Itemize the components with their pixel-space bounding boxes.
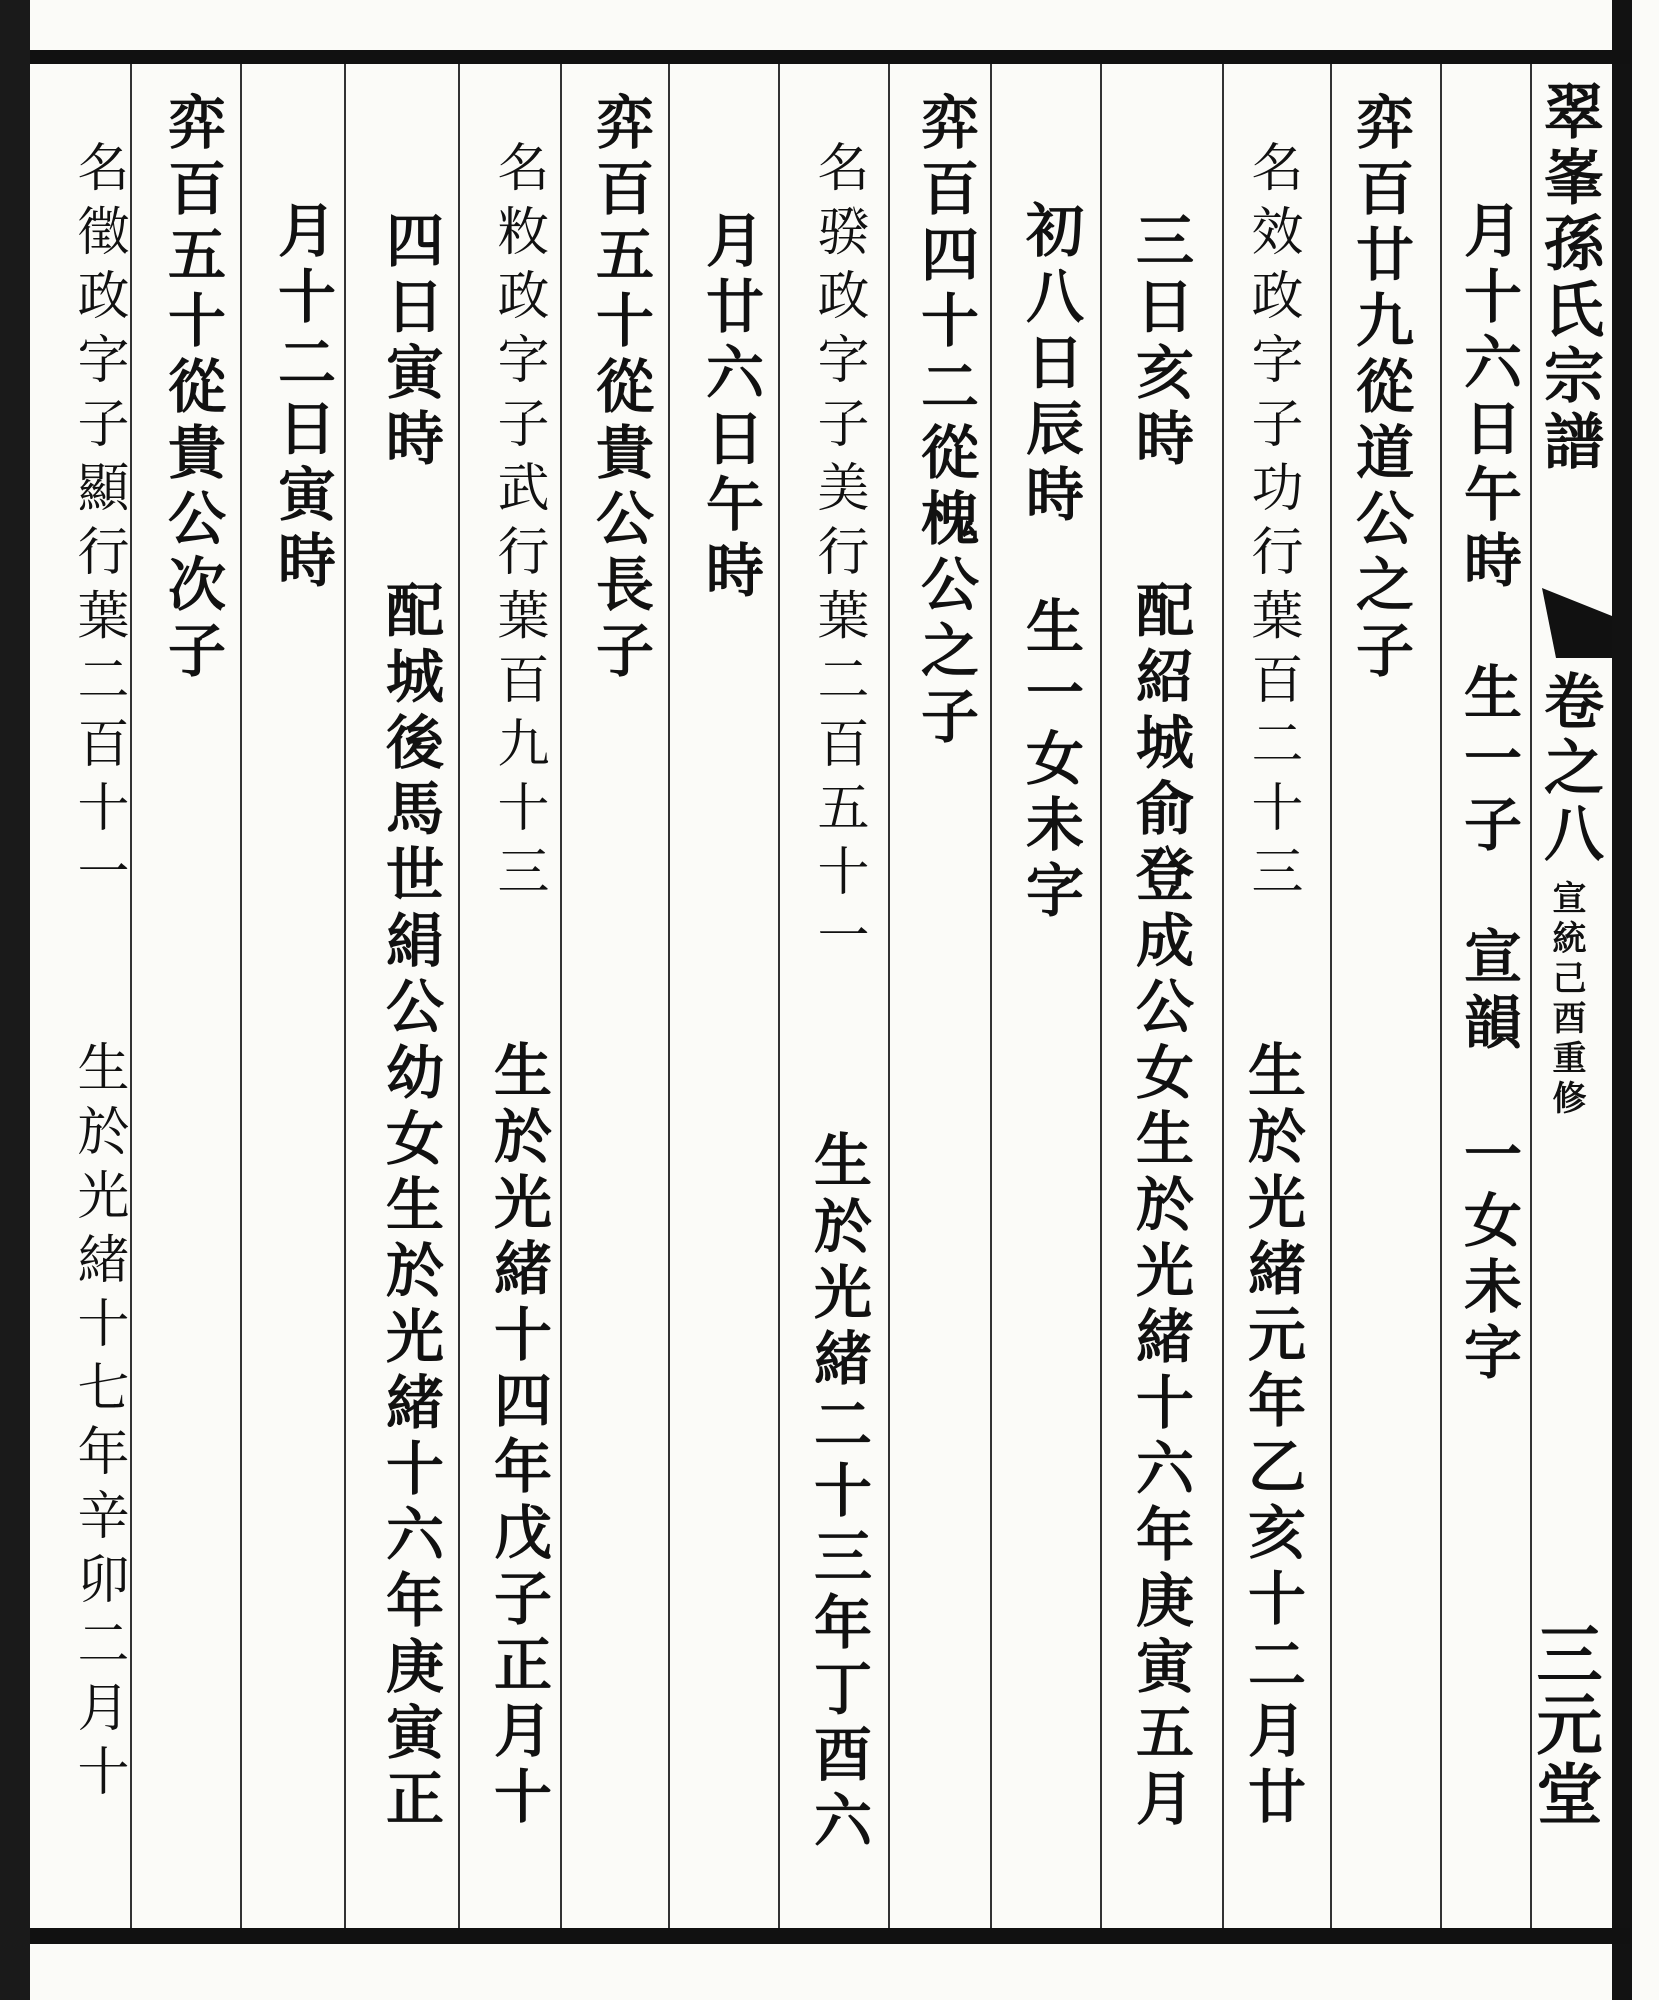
column-divider xyxy=(1100,64,1102,1928)
text-column-11-lower: 配城後馬世絹公幼女生於光緒十六年庚寅正 xyxy=(376,580,444,1834)
text-column-6: 弈百四十二從槐公之子 xyxy=(911,92,979,752)
text-column-7: 名骙政字子美行葉二百五十一 xyxy=(808,140,868,972)
text-column-7-lower: 生於光緒二十三年丁酉六 xyxy=(804,1130,872,1856)
text-column-14-lower: 生於光緒十七年辛卯二月十 xyxy=(68,1040,128,1808)
text-column-11: 四日寅時 xyxy=(376,210,444,474)
text-column-1: 月十六日午時 生一子 宣韻 一女未字 xyxy=(1454,200,1522,1388)
text-column-12: 月十二日寅時 xyxy=(268,200,336,596)
column-divider xyxy=(344,64,346,1928)
text-column-2: 弈百廿九從道公之子 xyxy=(1346,92,1414,686)
text-column-9: 弈百五十從貴公長子 xyxy=(586,92,654,686)
page-edge-left xyxy=(0,0,30,2000)
column-divider xyxy=(458,64,460,1928)
genealogy-title: 翠峯孫氏宗譜 xyxy=(1534,80,1604,476)
text-column-3-lower: 生於光緒元年乙亥十二月廿 xyxy=(1238,1040,1306,1832)
column-divider xyxy=(668,64,670,1928)
fish-tail-mark xyxy=(1542,588,1612,658)
text-column-4-lower: 配紹城俞登成公女生於光緒十六年庚寅五月 xyxy=(1126,580,1194,1834)
column-divider xyxy=(240,64,242,1928)
column-divider xyxy=(1222,64,1224,1928)
volume-label: 卷之八 xyxy=(1534,670,1604,868)
column-divider xyxy=(560,64,562,1928)
page-edge-right xyxy=(1612,0,1632,2000)
bottom-border-rule xyxy=(30,1928,1630,1944)
column-divider xyxy=(990,64,992,1928)
text-column-5: 初八日辰時 生一女未字 xyxy=(1016,200,1084,926)
page-header-band xyxy=(1525,70,1612,1920)
text-column-8: 月廿六日午時 xyxy=(696,210,764,606)
text-column-10-lower: 生於光緒十四年戊子正月十 xyxy=(484,1040,552,1832)
text-column-14: 名徵政字子顯行葉二百十一 xyxy=(68,140,128,908)
edition-note: 宣統己酉重修 xyxy=(1546,880,1586,1120)
column-divider xyxy=(888,64,890,1928)
hall-name: 三元堂 xyxy=(1525,1620,1603,1830)
text-column-4: 三日亥時 xyxy=(1126,210,1194,474)
column-divider xyxy=(778,64,780,1928)
text-column-10: 名敉政字子武行葉百九十三 xyxy=(488,140,548,908)
text-column-3: 名效政字子功行葉百二十三 xyxy=(1242,140,1302,908)
column-divider xyxy=(1440,64,1442,1928)
text-column-13: 弈百五十從貴公次子 xyxy=(158,92,226,686)
top-border-rule xyxy=(30,50,1630,64)
column-divider xyxy=(1330,64,1332,1928)
